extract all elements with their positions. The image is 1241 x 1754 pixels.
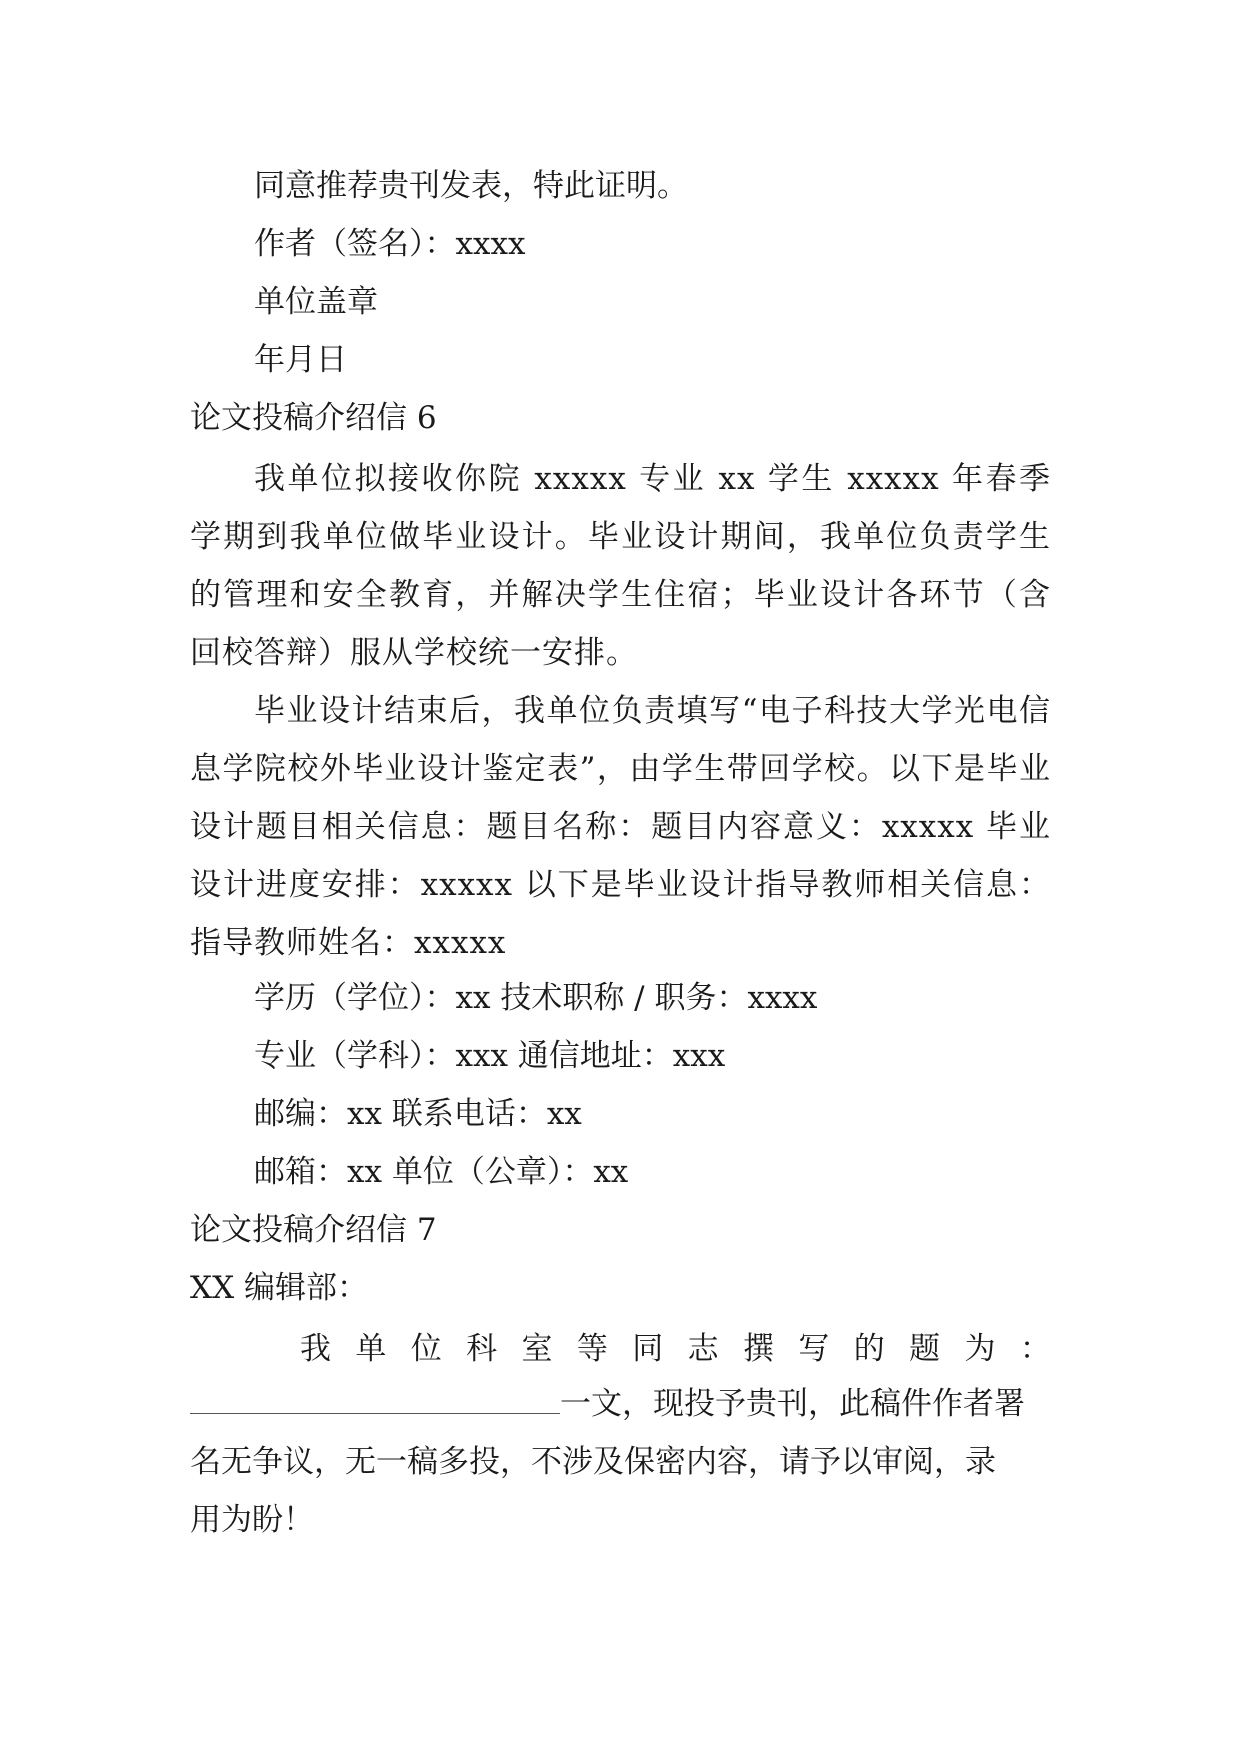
char: 题 (909, 1331, 941, 1367)
blank-line (190, 1378, 1051, 1436)
char: 同 (632, 1331, 664, 1367)
paragraph-6b: 毕业设计结束后，我单位负责填写“电子科技大学光电信息学院校外毕业设计鉴定表”，由学生带回学校。以下是毕业设计题目相关信息：题目名称：题目内容意义：xxxxx 毕业设计进度安排：xxxxx 以下是毕业设计指导教师相关信息：指导教师姓名：xxxxx (190, 693, 1051, 961)
char: 我 (300, 1331, 331, 1367)
char: 室 (521, 1331, 553, 1367)
fill-in-blank (190, 1383, 560, 1414)
section-heading-6: 论文投稿介绍信 6 (190, 400, 437, 436)
char: 的 (853, 1331, 885, 1367)
char: 等 (576, 1331, 608, 1367)
text-line: 用为盼！ (190, 1502, 314, 1538)
major-line: 专业（学科）：xxx 通信地址：xxx (254, 1038, 726, 1074)
date-line: 年月日 (254, 342, 347, 378)
char: 科 (466, 1331, 498, 1367)
char: 志 (687, 1331, 719, 1367)
char: 写 (798, 1331, 830, 1367)
char: 单 (355, 1331, 387, 1367)
text-line: 同意推荐贵刊发表，特此证明。 (254, 168, 688, 204)
postcode-line: 邮编：xx 联系电话：xx (254, 1096, 582, 1132)
char: 位 (410, 1331, 442, 1367)
spread-line (190, 1320, 1051, 1378)
text-after-blank: 一文，现投予贵刊，此稿件作者署 (560, 1386, 1025, 1422)
paragraph-6a: 我单位拟接收你院 xxxxx 专业 xx 学生 xxxxx 年春季学期到我单位做毕业设计。毕业设计期间，我单位负责学生的管理和安全教育，并解决学生住宿；毕业设计各环节（含回校答辩）服从学校统一安排。 (190, 461, 1051, 671)
salutation: XX 编辑部： (190, 1270, 368, 1306)
email-line: 邮箱：xx 单位（公章）：xx (254, 1154, 629, 1190)
author-signature-line: 作者（签名）：xxxx (254, 226, 526, 262)
unit-seal-line: 单位盖章 (254, 284, 378, 320)
text-line: 名无争议，无一稿多投，不涉及保密内容，请予以审阅，录 (190, 1444, 996, 1480)
char: ： (1019, 1331, 1051, 1367)
char: 撰 (743, 1331, 774, 1367)
section-heading-7: 论文投稿介绍信 7 (190, 1212, 437, 1248)
education-line: 学历（学位）：xx 技术职称 / 职务：xxxx (254, 980, 818, 1016)
char: 为 (964, 1331, 996, 1367)
